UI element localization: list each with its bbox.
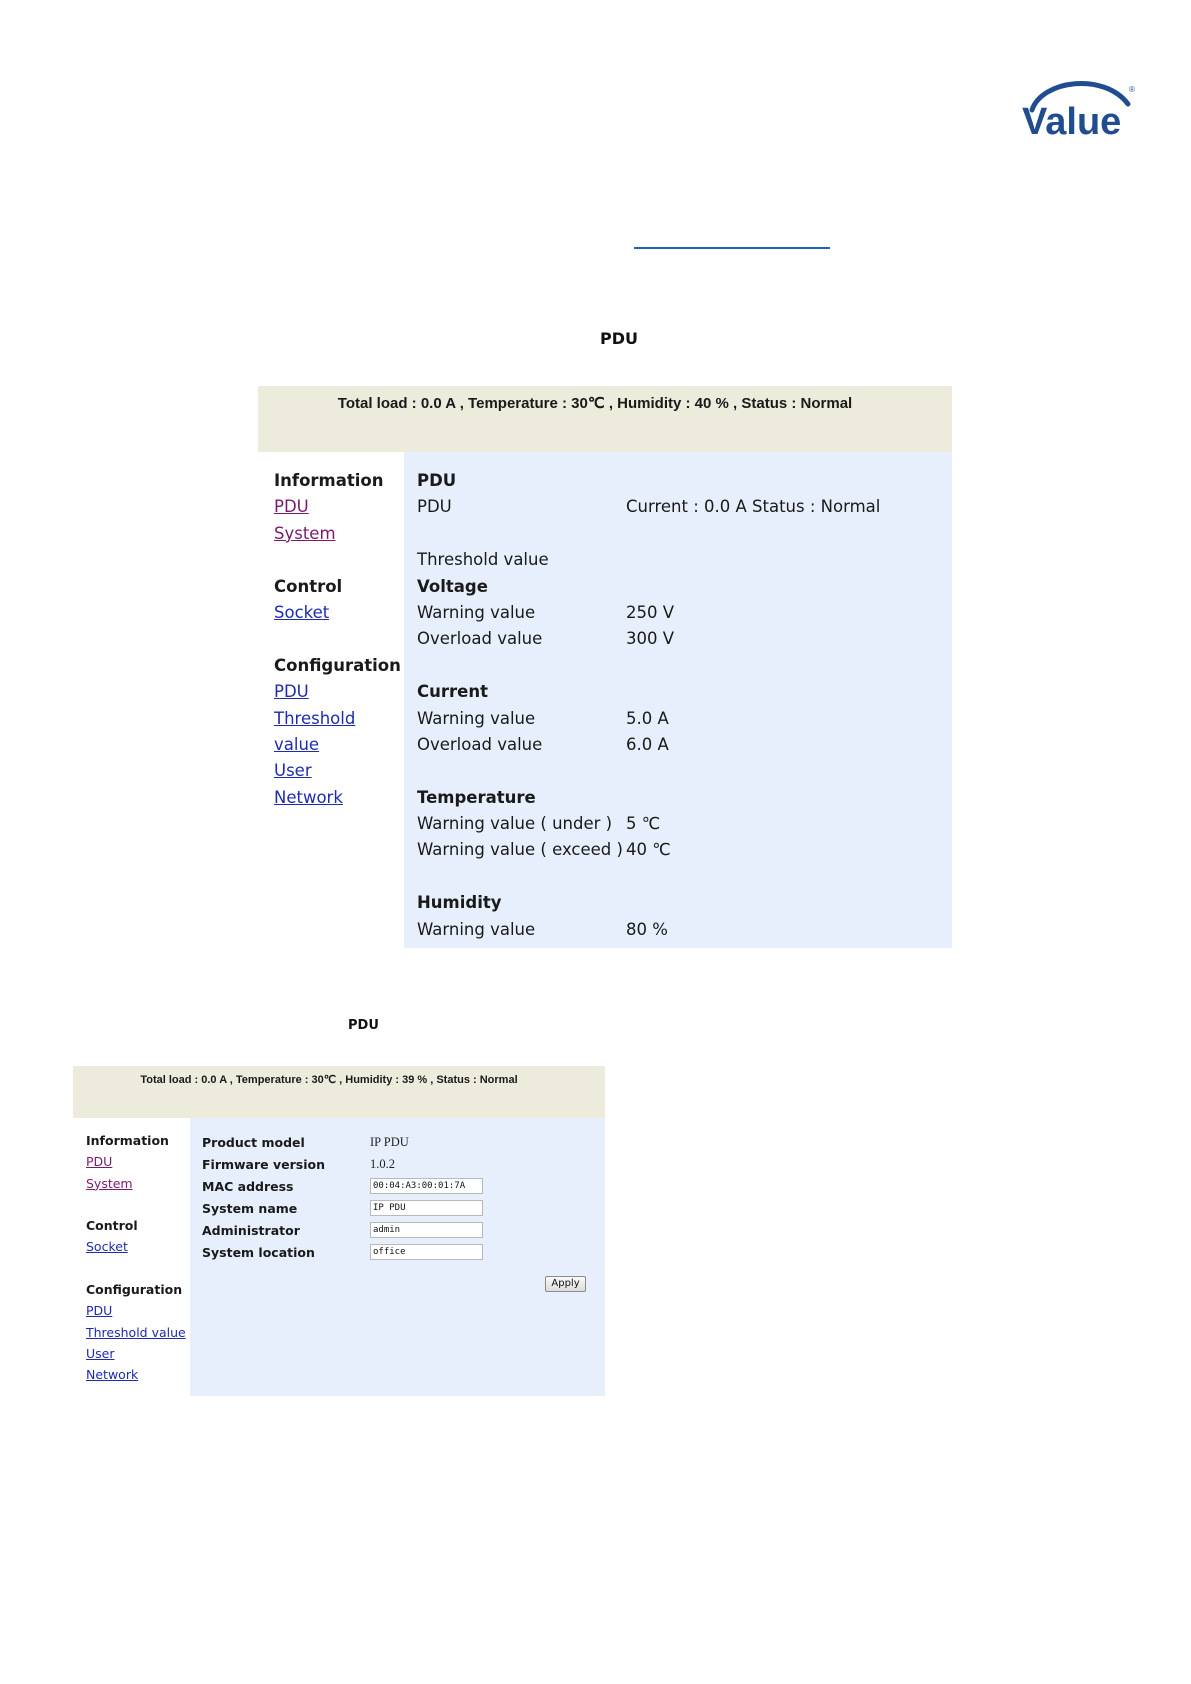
nav-link-info-pdu[interactable]: PDU [86,1154,113,1170]
pdu-threshold-screenshot [258,386,952,948]
nav-link-threshold-value[interactable]: Threshold value [274,708,356,755]
system-name-label: System name [202,1200,298,1216]
firmware-label: Firmware version [202,1156,325,1172]
apply-button[interactable]: Apply [545,1276,586,1292]
figure-caption-2: PDU [348,1018,379,1033]
nav-heading-control: Control [274,576,343,596]
nav-link-user[interactable]: User [86,1345,115,1361]
nav-link-threshold-value[interactable]: Threshold value [86,1324,186,1340]
current-overload-label: Overload value [417,734,543,754]
nav-link-system[interactable]: System [86,1175,133,1191]
nav-link-socket[interactable]: Socket [86,1239,128,1255]
temperature-title: Temperature [417,787,536,807]
current-warning-label: Warning value [417,708,536,728]
section-title-pdu: PDU [417,471,457,490]
firmware-value: 1.0.2 [370,1156,395,1171]
nav-heading-information: Information [86,1133,169,1148]
svg-text:®: ® [1129,85,1135,94]
temp-exceed-value: 40 ℃ [626,840,671,860]
nav-link-config-pdu[interactable]: PDU [274,682,309,702]
status-bar [73,1066,605,1118]
system-name-field[interactable]: IP PDU [370,1200,483,1216]
administrator-field[interactable]: admin [370,1222,483,1238]
pdu-value: Current : 0.0 A Status : Normal [626,497,881,517]
status-text: Total load : 0.0 A , Temperature : 30℃ , Humidity : 40 % , Status : Normal [337,395,853,412]
current-title: Current [417,682,488,702]
mac-label: MAC address [202,1178,294,1194]
humidity-warning-value: 80 % [626,919,668,939]
mac-address-field[interactable]: 00:04:A3:00:01:7A [370,1178,483,1194]
main-panel [190,1118,605,1396]
nav-link-user[interactable]: User [274,761,312,781]
sidebar [73,1118,190,1396]
system-info-screenshot [73,1066,605,1396]
current-warning-value: 5.0 A [626,708,669,728]
nav-heading-control: Control [86,1218,138,1234]
sidebar [258,452,404,948]
figure-caption-1: PDU [600,329,638,348]
administrator-label: Administrator [202,1222,300,1238]
status-bar [258,386,952,452]
value-logo [1018,74,1136,140]
voltage-warning-value: 250 V [626,602,675,622]
voltage-overload-label: Overload value [417,629,543,649]
nav-link-info-pdu[interactable]: PDU [274,497,309,517]
svg-text:Value: Value [1022,101,1122,140]
temp-exceed-label: Warning value ( exceed ) [417,840,623,860]
temp-under-label: Warning value ( under ) [417,814,613,834]
product-model-label: Product model [202,1134,305,1150]
link-underline [634,247,830,249]
main-panel [404,452,952,948]
nav-link-system[interactable]: System [274,523,336,543]
voltage-overload-value: 300 V [626,629,675,649]
nav-heading-information: Information [274,471,384,490]
nav-heading-configuration: Configuration [274,655,401,675]
temp-under-value: 5 ℃ [626,814,661,834]
humidity-title: Humidity [417,893,502,913]
nav-link-config-pdu[interactable]: PDU [86,1303,113,1319]
threshold-label: Threshold value [417,550,549,570]
system-location-field[interactable]: office [370,1244,483,1260]
status-text: Total load : 0.0 A , Temperature : 30℃ , Humidity : 39 % , Status : Normal [140,1074,518,1086]
nav-link-network[interactable]: Network [86,1367,139,1383]
product-model-value: IP PDU [370,1134,409,1149]
current-overload-value: 6.0 A [626,734,669,754]
nav-link-socket[interactable]: Socket [274,603,330,623]
pdu-label: PDU [417,497,452,517]
nav-heading-configuration: Configuration [86,1282,183,1298]
nav-link-network[interactable]: Network [274,787,343,807]
humidity-warning-label: Warning value [417,919,536,939]
voltage-warning-label: Warning value [417,602,536,622]
location-label: System location [202,1244,315,1260]
voltage-title: Voltage [417,576,488,596]
